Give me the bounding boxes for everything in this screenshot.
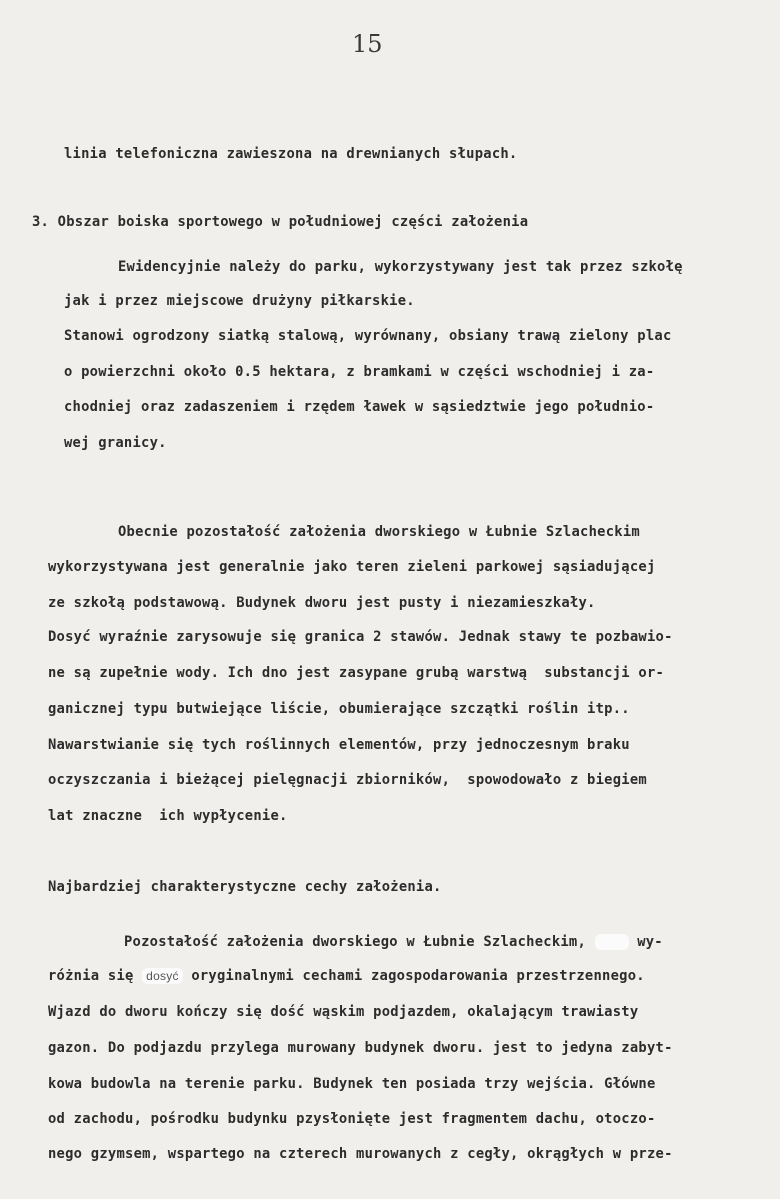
section-heading: Najbardziej charakterystyczne cechy założenia.	[48, 879, 442, 895]
handwritten-overlay: dosyć	[142, 968, 183, 984]
text-line: ganicznej typu butwiejące liście, obumierające szczątki roślin itp..	[48, 701, 630, 717]
text-line: lat znaczne ich wypłycenie.	[48, 808, 288, 824]
text-segment: Pozostałość założenia dworskiego w Łubnie Szlacheckim,	[124, 934, 587, 950]
text-line: o powierzchni około 0.5 hektara, z bramkami w części wschodniej i za-	[64, 364, 655, 380]
text-line: oczyszczania i bieżącej pielęgnacji zbiorników, spowodowało z biegiem	[48, 772, 647, 788]
text-line: kowa budowla na terenie parku. Budynek ten posiada trzy wejścia. Główne	[48, 1076, 656, 1092]
text-line: gazon. Do podjazdu przylega murowany budynek dworu. jest to jedyna zabyt-	[48, 1040, 673, 1056]
text-line: linia telefoniczna zawieszona na drewnianych słupach.	[64, 146, 518, 162]
text-line: od zachodu, pośrodku budynku pzysłonięte jest fragmentem dachu, otoczo-	[48, 1111, 656, 1127]
text-segment: oryginalnymi cechami zagospodarowania przestrzennego.	[191, 968, 645, 984]
text-line: Obecnie pozostałość założenia dworskiego w Łubnie Szlacheckim	[118, 524, 640, 540]
text-segment: różnia się	[48, 968, 134, 984]
text-line	[48, 967, 645, 985]
text-line	[124, 933, 663, 951]
text-segment: wy-	[637, 934, 663, 950]
text-line: wykorzystywana jest generalnie jako teren zieleni parkowej sąsiadującej	[48, 559, 656, 575]
text-line: nego gzymsem, wspartego na czterech murowanych z cegły, okrągłych w prze-	[48, 1146, 673, 1162]
section-heading: 3. Obszar boiska sportowego w południowej części założenia	[32, 214, 529, 230]
text-line: ze szkołą podstawową. Budynek dworu jest pusty i niezamieszkały.	[48, 595, 596, 611]
redaction-mark	[595, 934, 629, 950]
text-line: Wjazd do dworu kończy się dość wąskim podjazdem, okalającym trawiasty	[48, 1004, 639, 1020]
text-line: Nawarstwianie się tych roślinnych elementów, przy jednoczesnym braku	[48, 737, 630, 753]
text-line: chodniej oraz zadaszeniem i rzędem ławek w sąsiedztwie jego południo-	[64, 399, 655, 415]
text-line: Stanowi ogrodzony siatką stalową, wyrównany, obsiany trawą zielony plac	[64, 328, 672, 344]
text-line: jak i przez miejscowe drużyny piłkarskie.	[64, 293, 415, 309]
text-line: wej granicy.	[64, 435, 167, 451]
text-line: Ewidencyjnie należy do parku, wykorzystywany jest tak przez szkołę	[118, 259, 683, 275]
text-line: Dosyć wyraźnie zarysowuje się granica 2 stawów. Jednak stawy te pozbawio-	[48, 629, 673, 645]
page-number: 15	[352, 30, 383, 58]
text-line: ne są zupełnie wody. Ich dno jest zasypane grubą warstwą substancji or-	[48, 665, 665, 681]
